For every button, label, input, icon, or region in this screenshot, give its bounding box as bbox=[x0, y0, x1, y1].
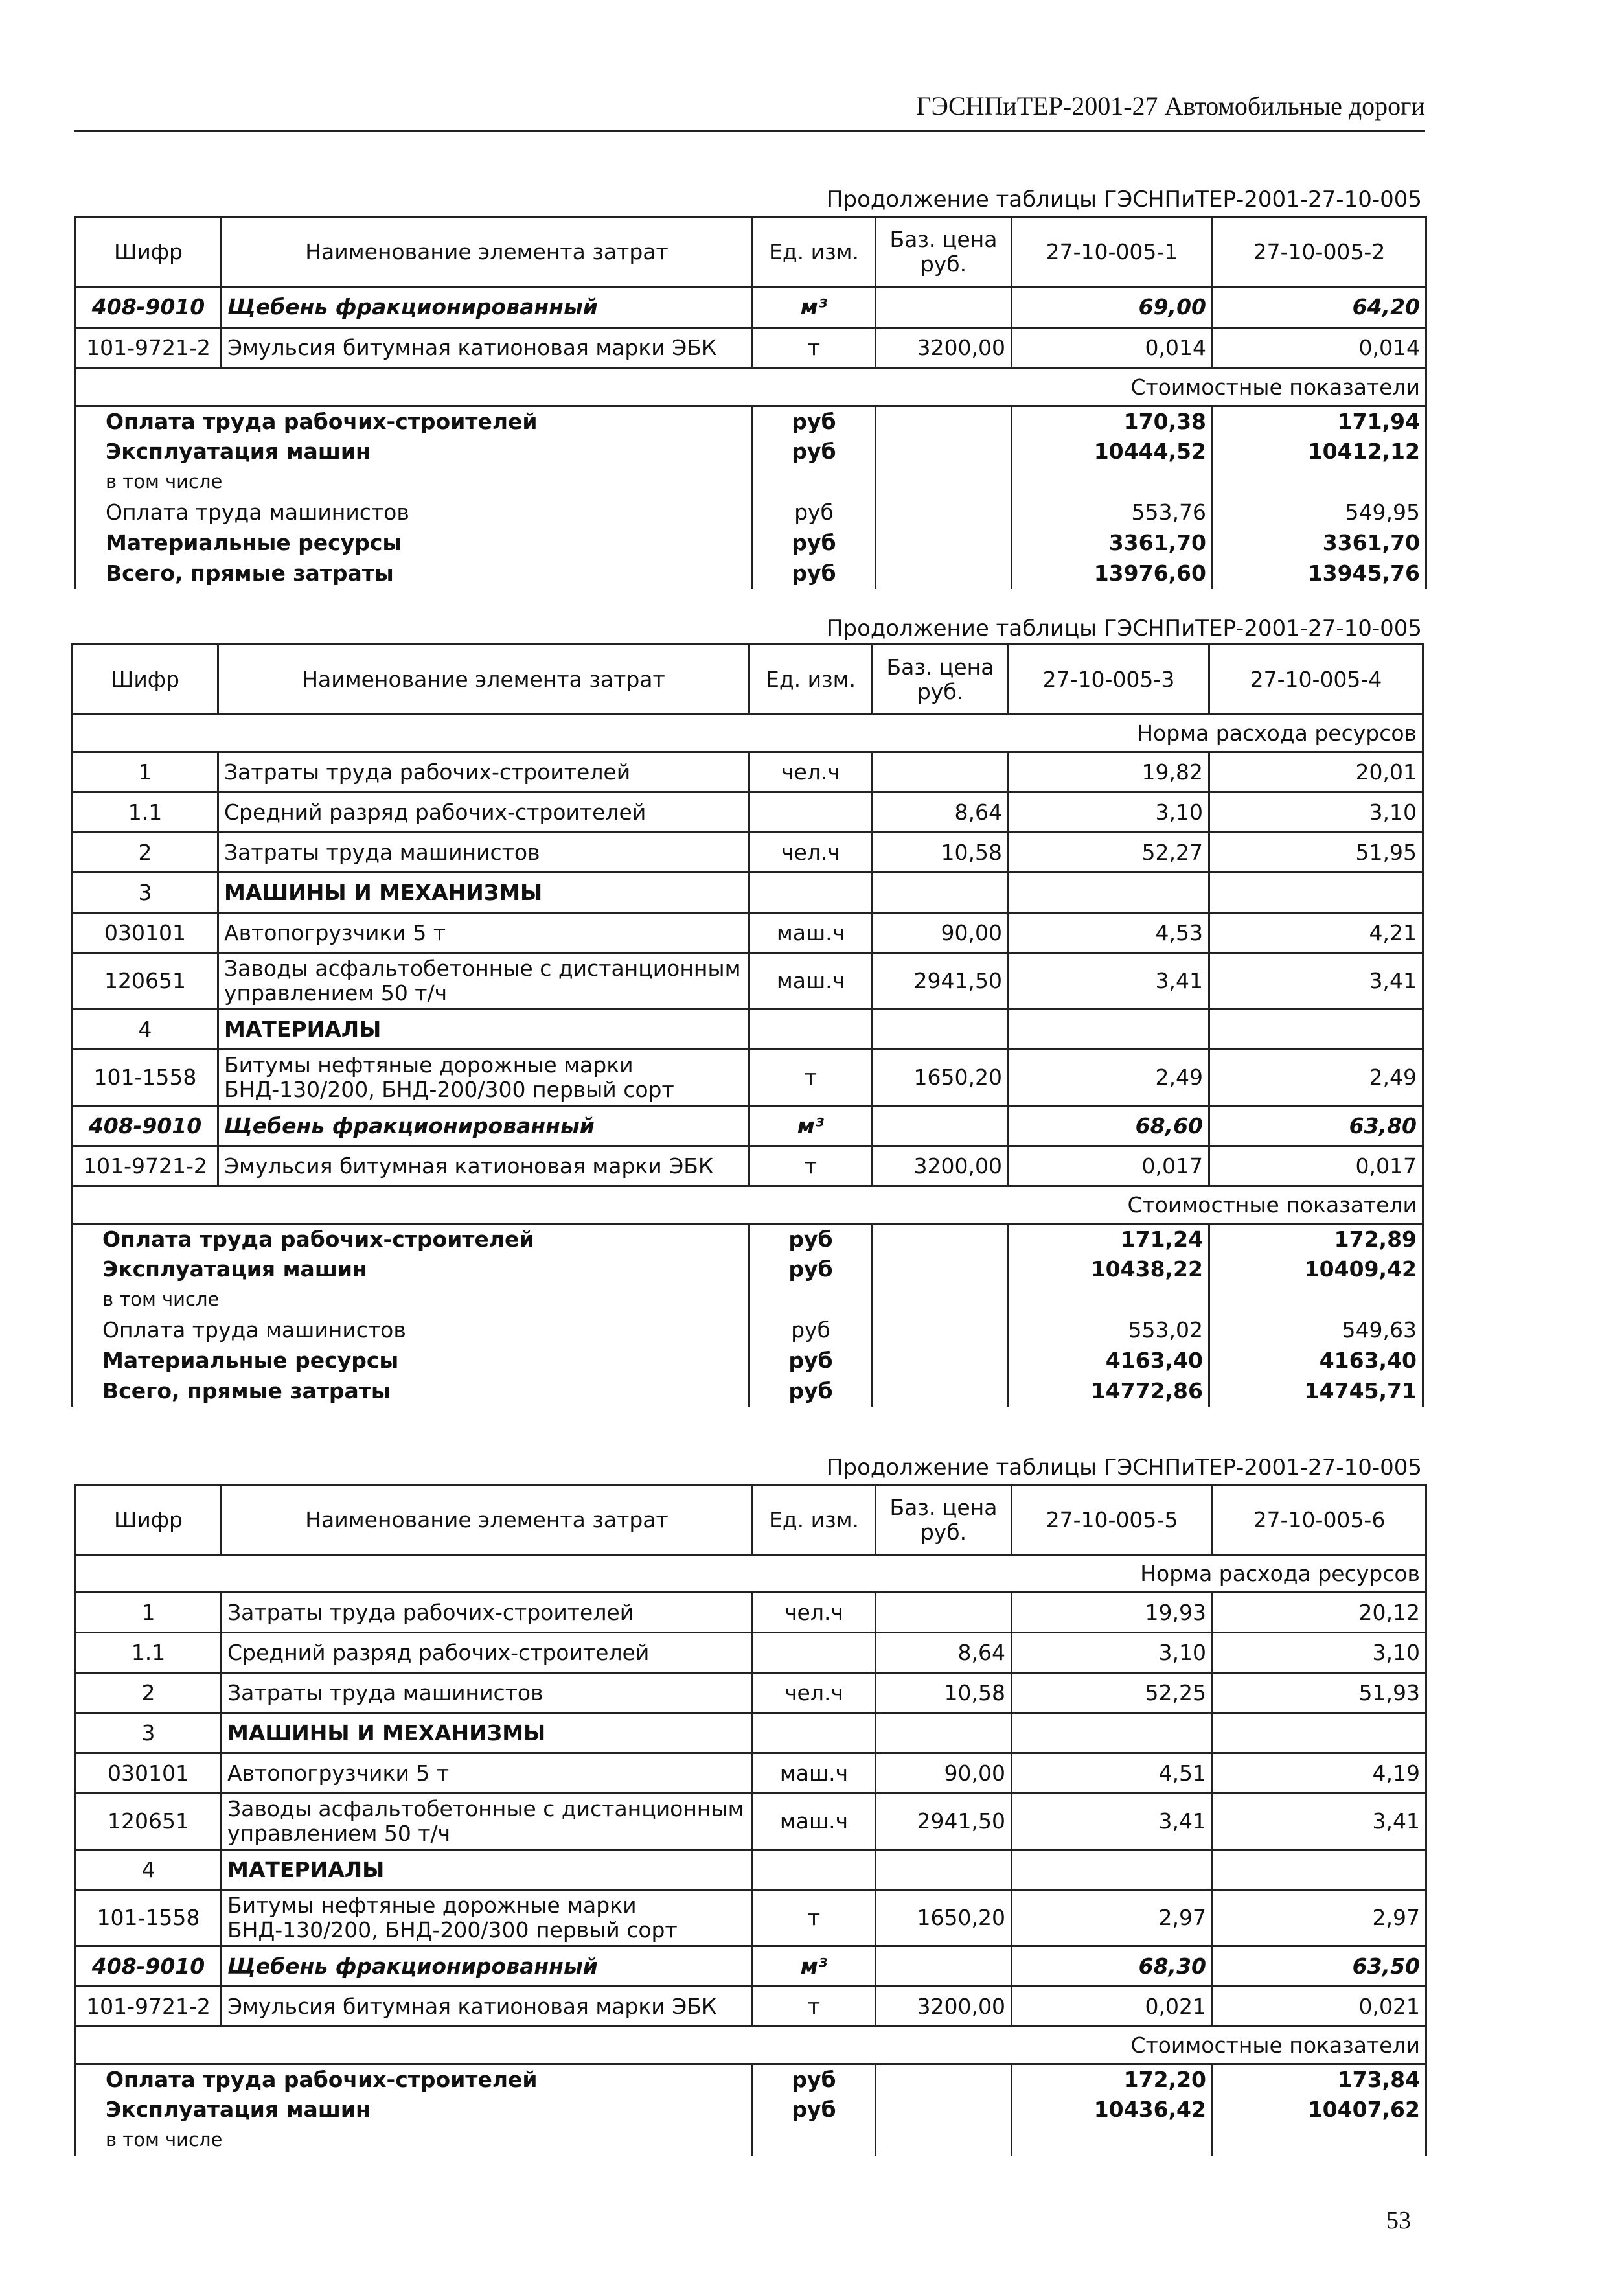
summary-row bbox=[76, 406, 1426, 437]
row-unit: маш.ч bbox=[749, 913, 873, 953]
row-value-a: 3,10 bbox=[1012, 1633, 1213, 1673]
summary-value-a bbox=[1012, 2125, 1213, 2156]
row-unit: т bbox=[753, 1987, 876, 2027]
row-code: 2 bbox=[73, 833, 218, 873]
row-price: 1650,20 bbox=[873, 1050, 1009, 1106]
summary-value-a: 3361,70 bbox=[1012, 528, 1213, 559]
summary-price bbox=[876, 528, 1012, 559]
summary-name: Эксплуатация машин bbox=[76, 2095, 753, 2125]
col-b-header: 27-10-005-2 bbox=[1213, 217, 1426, 287]
row-value-b: 4,21 bbox=[1209, 913, 1423, 953]
row-value-b bbox=[1209, 873, 1423, 913]
row-price: 90,00 bbox=[876, 1753, 1012, 1794]
table-row bbox=[76, 1890, 1426, 1946]
row-name: МАШИНЫ И МЕХАНИЗМЫ bbox=[222, 1713, 753, 1753]
row-value-a: 69,00 bbox=[1012, 287, 1213, 328]
row-unit bbox=[753, 1633, 876, 1673]
summary-price bbox=[876, 2125, 1012, 2156]
row-unit bbox=[749, 792, 873, 833]
summary-price bbox=[876, 559, 1012, 589]
table-row bbox=[73, 873, 1423, 913]
table-row bbox=[73, 833, 1423, 873]
summary-value-a: 553,02 bbox=[1009, 1315, 1209, 1346]
row-value-b: 20,01 bbox=[1209, 752, 1423, 792]
summary-value-b: 171,94 bbox=[1213, 406, 1426, 437]
col-code-header: Шифр bbox=[73, 645, 218, 715]
table-2-caption: Продолжение таблицы ГЭСНПиТЕР-2001-27-10-005 bbox=[826, 616, 1422, 641]
table-row bbox=[73, 1106, 1423, 1146]
summary-unit bbox=[753, 467, 876, 498]
row-price bbox=[873, 752, 1009, 792]
section-label: Норма расхода ресурсов bbox=[76, 1555, 1426, 1593]
table-row bbox=[73, 1009, 1423, 1050]
summary-row bbox=[76, 528, 1426, 559]
summary-unit: руб bbox=[749, 1376, 873, 1407]
row-name: Щебень фракционированный bbox=[222, 287, 753, 328]
row-code: 408-9010 bbox=[76, 1946, 222, 1987]
table-row bbox=[76, 1593, 1426, 1633]
row-name: Битумы нефтяные дорожные марки БНД-130/200, БНД-200/300 первый сорт bbox=[218, 1050, 749, 1106]
row-value-b: 2,49 bbox=[1209, 1050, 1423, 1106]
summary-price bbox=[873, 1315, 1009, 1346]
summary-name: Оплата труда рабочих-строителей bbox=[76, 406, 753, 437]
summary-unit: руб bbox=[753, 2064, 876, 2095]
row-code: 101-9721-2 bbox=[73, 1146, 218, 1186]
summary-unit: руб bbox=[753, 437, 876, 467]
col-unit-header: Ед. изм. bbox=[753, 1485, 876, 1555]
row-value-a: 3,10 bbox=[1009, 792, 1209, 833]
row-value-a: 0,014 bbox=[1012, 328, 1213, 369]
row-name: МАТЕРИАЛЫ bbox=[218, 1009, 749, 1050]
section-row bbox=[76, 369, 1426, 406]
row-code: 030101 bbox=[76, 1753, 222, 1794]
section-label: Стоимостные показатели bbox=[76, 2027, 1426, 2064]
row-value-b: 3,10 bbox=[1209, 792, 1423, 833]
row-price: 10,58 bbox=[876, 1673, 1012, 1713]
row-value-b: 63,50 bbox=[1213, 1946, 1426, 1987]
norm-table-1 bbox=[74, 216, 1427, 589]
section-row bbox=[76, 1555, 1426, 1593]
summary-name: Всего, прямые затраты bbox=[73, 1376, 749, 1407]
row-value-b: 4,19 bbox=[1213, 1753, 1426, 1794]
row-name: МАТЕРИАЛЫ bbox=[222, 1850, 753, 1890]
row-value-b: 64,20 bbox=[1213, 287, 1426, 328]
row-value-b: 3,41 bbox=[1213, 1794, 1426, 1850]
row-unit bbox=[753, 1850, 876, 1890]
row-value-b: 0,021 bbox=[1213, 1987, 1426, 2027]
summary-name: Оплата труда рабочих-строителей bbox=[76, 2064, 753, 2095]
row-price bbox=[876, 1850, 1012, 1890]
row-unit: т bbox=[753, 1890, 876, 1946]
summary-row bbox=[76, 2095, 1426, 2125]
row-price: 1650,20 bbox=[876, 1890, 1012, 1946]
summary-value-a: 10438,22 bbox=[1009, 1254, 1209, 1285]
row-code: 120651 bbox=[76, 1794, 222, 1850]
row-code: 030101 bbox=[73, 913, 218, 953]
summary-unit: руб bbox=[753, 528, 876, 559]
row-name: Эмульсия битумная катионовая марки ЭБК bbox=[222, 328, 753, 369]
header-row bbox=[76, 1485, 1426, 1555]
section-row bbox=[73, 1186, 1423, 1224]
summary-name: Оплата труда машинистов bbox=[73, 1315, 749, 1346]
summary-row bbox=[73, 1346, 1423, 1376]
row-value-a bbox=[1012, 1713, 1213, 1753]
row-value-a: 0,021 bbox=[1012, 1987, 1213, 2027]
row-code: 101-1558 bbox=[76, 1890, 222, 1946]
row-unit: т bbox=[749, 1146, 873, 1186]
row-unit: м³ bbox=[753, 1946, 876, 1987]
summary-value-b: 10409,42 bbox=[1209, 1254, 1423, 1285]
row-value-a: 4,51 bbox=[1012, 1753, 1213, 1794]
summary-value-a: 171,24 bbox=[1009, 1224, 1209, 1254]
summary-value-a bbox=[1009, 1285, 1209, 1315]
row-code: 1.1 bbox=[76, 1633, 222, 1673]
summary-name: Материальные ресурсы bbox=[73, 1346, 749, 1376]
summary-unit bbox=[753, 2125, 876, 2156]
summary-value-a: 14772,86 bbox=[1009, 1376, 1209, 1407]
summary-price bbox=[876, 467, 1012, 498]
summary-value-b: 14745,71 bbox=[1209, 1376, 1423, 1407]
summary-name: Оплата труда машинистов bbox=[76, 498, 753, 528]
row-value-b: 51,93 bbox=[1213, 1673, 1426, 1713]
row-unit bbox=[749, 873, 873, 913]
row-unit: чел.ч bbox=[753, 1593, 876, 1633]
row-code: 101-9721-2 bbox=[76, 328, 222, 369]
row-unit: м³ bbox=[753, 287, 876, 328]
row-price: 3200,00 bbox=[876, 328, 1012, 369]
row-unit: м³ bbox=[749, 1106, 873, 1146]
row-price bbox=[873, 1106, 1009, 1146]
summary-name: Материальные ресурсы bbox=[76, 528, 753, 559]
col-code-header: Шифр bbox=[76, 1485, 222, 1555]
row-code: 3 bbox=[76, 1713, 222, 1753]
section-label: Стоимостные показатели bbox=[73, 1186, 1423, 1224]
summary-value-b bbox=[1213, 2125, 1426, 2156]
row-name: Средний разряд рабочих-строителей bbox=[222, 1633, 753, 1673]
summary-value-a: 4163,40 bbox=[1009, 1346, 1209, 1376]
row-value-b: 0,017 bbox=[1209, 1146, 1423, 1186]
header-row bbox=[73, 645, 1423, 715]
row-name: Битумы нефтяные дорожные марки БНД-130/200, БНД-200/300 первый сорт bbox=[222, 1890, 753, 1946]
row-value-b: 0,014 bbox=[1213, 328, 1426, 369]
row-value-a: 68,60 bbox=[1009, 1106, 1209, 1146]
row-value-a: 52,27 bbox=[1009, 833, 1209, 873]
row-code: 101-1558 bbox=[73, 1050, 218, 1106]
row-price: 8,64 bbox=[876, 1633, 1012, 1673]
row-name: Средний разряд рабочих-строителей bbox=[218, 792, 749, 833]
row-code: 408-9010 bbox=[73, 1106, 218, 1146]
summary-value-a: 13976,60 bbox=[1012, 559, 1213, 589]
section-row bbox=[73, 715, 1423, 752]
row-price: 8,64 bbox=[873, 792, 1009, 833]
section-row bbox=[76, 2027, 1426, 2064]
table-1-caption: Продолжение таблицы ГЭСНПиТЕР-2001-27-10-005 bbox=[826, 187, 1422, 213]
row-price: 2941,50 bbox=[873, 953, 1009, 1009]
summary-price bbox=[873, 1376, 1009, 1407]
row-value-a bbox=[1009, 873, 1209, 913]
row-price: 90,00 bbox=[873, 913, 1009, 953]
row-value-a: 4,53 bbox=[1009, 913, 1209, 953]
summary-row bbox=[73, 1315, 1423, 1346]
col-unit-header: Ед. изм. bbox=[753, 217, 876, 287]
row-unit: т bbox=[753, 328, 876, 369]
row-value-a: 0,017 bbox=[1009, 1146, 1209, 1186]
row-price bbox=[873, 1009, 1009, 1050]
summary-price bbox=[873, 1224, 1009, 1254]
row-code: 3 bbox=[73, 873, 218, 913]
summary-value-b: 10407,62 bbox=[1213, 2095, 1426, 2125]
summary-value-b: 173,84 bbox=[1213, 2064, 1426, 2095]
row-value-a bbox=[1012, 1850, 1213, 1890]
col-price-header: Баз. цена руб. bbox=[876, 1485, 1012, 1555]
summary-unit: руб bbox=[749, 1224, 873, 1254]
summary-name: Всего, прямые затраты bbox=[76, 559, 753, 589]
row-value-b bbox=[1213, 1850, 1426, 1890]
col-a-header: 27-10-005-3 bbox=[1009, 645, 1209, 715]
row-code: 1.1 bbox=[73, 792, 218, 833]
table-row bbox=[73, 752, 1423, 792]
row-name: Затраты труда машинистов bbox=[218, 833, 749, 873]
header-title: ГЭСНПиТЕР-2001-27 Автомобильные дороги bbox=[916, 91, 1425, 121]
summary-price bbox=[876, 437, 1012, 467]
summary-price bbox=[876, 2064, 1012, 2095]
col-a-header: 27-10-005-1 bbox=[1012, 217, 1213, 287]
table-row bbox=[73, 1146, 1423, 1186]
table-3-caption: Продолжение таблицы ГЭСНПиТЕР-2001-27-10-005 bbox=[826, 1455, 1422, 1481]
col-name-header: Наименование элемента затрат bbox=[222, 217, 753, 287]
row-price: 10,58 bbox=[873, 833, 1009, 873]
row-code: 1 bbox=[73, 752, 218, 792]
summary-row bbox=[73, 1224, 1423, 1254]
summary-value-b: 549,95 bbox=[1213, 498, 1426, 528]
row-code: 1 bbox=[76, 1593, 222, 1633]
table-row bbox=[76, 1633, 1426, 1673]
row-name: МАШИНЫ И МЕХАНИЗМЫ bbox=[218, 873, 749, 913]
row-value-a: 68,30 bbox=[1012, 1946, 1213, 1987]
row-code: 120651 bbox=[73, 953, 218, 1009]
norm-table-3 bbox=[74, 1484, 1427, 2156]
table-row bbox=[76, 328, 1426, 369]
summary-row bbox=[76, 2125, 1426, 2156]
row-name: Заводы асфальтобетонные с дистанционным управлением 50 т/ч bbox=[222, 1794, 753, 1850]
col-price-header: Баз. цена руб. bbox=[873, 645, 1009, 715]
summary-row bbox=[73, 1285, 1423, 1315]
col-a-header: 27-10-005-5 bbox=[1012, 1485, 1213, 1555]
summary-name: Оплата труда рабочих-строителей bbox=[73, 1224, 749, 1254]
summary-unit: руб bbox=[753, 2095, 876, 2125]
row-price bbox=[876, 1713, 1012, 1753]
summary-unit bbox=[749, 1285, 873, 1315]
table-row bbox=[76, 1673, 1426, 1713]
col-code-header: Шифр bbox=[76, 217, 222, 287]
summary-name: в том числе bbox=[73, 1285, 749, 1315]
row-unit: маш.ч bbox=[749, 953, 873, 1009]
col-b-header: 27-10-005-4 bbox=[1209, 645, 1423, 715]
row-name: Эмульсия битумная катионовая марки ЭБК bbox=[218, 1146, 749, 1186]
row-unit bbox=[753, 1713, 876, 1753]
summary-row bbox=[73, 1254, 1423, 1285]
summary-value-a: 170,38 bbox=[1012, 406, 1213, 437]
summary-row bbox=[76, 467, 1426, 498]
row-code: 101-9721-2 bbox=[76, 1987, 222, 2027]
row-name: Автопогрузчики 5 т bbox=[218, 913, 749, 953]
col-name-header: Наименование элемента затрат bbox=[222, 1485, 753, 1555]
summary-value-b: 3361,70 bbox=[1213, 528, 1426, 559]
summary-price bbox=[876, 406, 1012, 437]
row-price: 3200,00 bbox=[876, 1987, 1012, 2027]
row-code: 2 bbox=[76, 1673, 222, 1713]
table-row bbox=[73, 953, 1423, 1009]
summary-price bbox=[873, 1254, 1009, 1285]
summary-price bbox=[873, 1346, 1009, 1376]
row-value-b: 20,12 bbox=[1213, 1593, 1426, 1633]
summary-row bbox=[73, 1376, 1423, 1407]
row-unit: т bbox=[749, 1050, 873, 1106]
summary-price bbox=[873, 1285, 1009, 1315]
row-name: Затраты труда рабочих-строителей bbox=[218, 752, 749, 792]
row-name: Затраты труда рабочих-строителей bbox=[222, 1593, 753, 1633]
row-value-a bbox=[1009, 1009, 1209, 1050]
summary-value-a bbox=[1012, 467, 1213, 498]
summary-name: Эксплуатация машин bbox=[76, 437, 753, 467]
summary-row bbox=[76, 2064, 1426, 2095]
row-unit: маш.ч bbox=[753, 1794, 876, 1850]
summary-unit: руб bbox=[749, 1315, 873, 1346]
table-row bbox=[76, 1753, 1426, 1794]
row-code: 408-9010 bbox=[76, 287, 222, 328]
header-row bbox=[76, 217, 1426, 287]
col-b-header: 27-10-005-6 bbox=[1213, 1485, 1426, 1555]
summary-value-a: 553,76 bbox=[1012, 498, 1213, 528]
summary-price bbox=[876, 498, 1012, 528]
row-code: 4 bbox=[76, 1850, 222, 1890]
section-label: Стоимостные показатели bbox=[76, 369, 1426, 406]
row-price bbox=[876, 287, 1012, 328]
row-value-b: 63,80 bbox=[1209, 1106, 1423, 1146]
summary-value-a: 172,20 bbox=[1012, 2064, 1213, 2095]
summary-name: в том числе bbox=[76, 2125, 753, 2156]
summary-value-b bbox=[1213, 467, 1426, 498]
row-price: 2941,50 bbox=[876, 1794, 1012, 1850]
table-row bbox=[73, 792, 1423, 833]
row-price: 3200,00 bbox=[873, 1146, 1009, 1186]
summary-value-a: 10444,52 bbox=[1012, 437, 1213, 467]
row-name: Затраты труда машинистов bbox=[222, 1673, 753, 1713]
summary-row bbox=[76, 559, 1426, 589]
table-row bbox=[73, 913, 1423, 953]
row-code: 4 bbox=[73, 1009, 218, 1050]
row-unit: маш.ч bbox=[753, 1753, 876, 1794]
table-row bbox=[76, 1987, 1426, 2027]
row-unit: чел.ч bbox=[753, 1673, 876, 1713]
summary-name: в том числе bbox=[76, 467, 753, 498]
table-row bbox=[76, 1850, 1426, 1890]
row-value-a: 2,49 bbox=[1009, 1050, 1209, 1106]
row-name: Щебень фракционированный bbox=[218, 1106, 749, 1146]
table-row bbox=[73, 1050, 1423, 1106]
summary-name: Эксплуатация машин bbox=[73, 1254, 749, 1285]
row-value-b: 3,10 bbox=[1213, 1633, 1426, 1673]
row-value-b: 2,97 bbox=[1213, 1890, 1426, 1946]
summary-value-b: 549,63 bbox=[1209, 1315, 1423, 1346]
col-unit-header: Ед. изм. bbox=[749, 645, 873, 715]
summary-value-b: 4163,40 bbox=[1209, 1346, 1423, 1376]
row-price bbox=[876, 1593, 1012, 1633]
summary-unit: руб bbox=[753, 498, 876, 528]
row-name: Эмульсия битумная катионовая марки ЭБК bbox=[222, 1987, 753, 2027]
row-value-b bbox=[1213, 1713, 1426, 1753]
table-row bbox=[76, 287, 1426, 328]
row-unit: чел.ч bbox=[749, 833, 873, 873]
row-value-a: 19,93 bbox=[1012, 1593, 1213, 1633]
col-price-header: Баз. цена руб. bbox=[876, 217, 1012, 287]
page-number: 53 bbox=[1386, 2207, 1411, 2234]
summary-price bbox=[876, 2095, 1012, 2125]
row-unit bbox=[749, 1009, 873, 1050]
table-row bbox=[76, 1713, 1426, 1753]
summary-row bbox=[76, 498, 1426, 528]
summary-unit: руб bbox=[753, 559, 876, 589]
summary-unit: руб bbox=[753, 406, 876, 437]
row-price bbox=[873, 873, 1009, 913]
summary-unit: руб bbox=[749, 1254, 873, 1285]
table-row bbox=[76, 1946, 1426, 1987]
row-value-a: 2,97 bbox=[1012, 1890, 1213, 1946]
summary-value-b: 13945,76 bbox=[1213, 559, 1426, 589]
row-value-a: 3,41 bbox=[1012, 1794, 1213, 1850]
summary-unit: руб bbox=[749, 1346, 873, 1376]
row-unit: чел.ч bbox=[749, 752, 873, 792]
row-value-a: 3,41 bbox=[1009, 953, 1209, 1009]
page-header bbox=[74, 91, 1425, 132]
col-name-header: Наименование элемента затрат bbox=[218, 645, 749, 715]
row-value-a: 52,25 bbox=[1012, 1673, 1213, 1713]
summary-value-b: 172,89 bbox=[1209, 1224, 1423, 1254]
section-label: Норма расхода ресурсов bbox=[73, 715, 1423, 752]
norm-table-2 bbox=[71, 643, 1424, 1407]
summary-value-b: 10412,12 bbox=[1213, 437, 1426, 467]
row-value-b: 3,41 bbox=[1209, 953, 1423, 1009]
row-price bbox=[876, 1946, 1012, 1987]
summary-row bbox=[76, 437, 1426, 467]
row-value-b: 51,95 bbox=[1209, 833, 1423, 873]
row-name: Заводы асфальтобетонные с дистанционным управлением 50 т/ч bbox=[218, 953, 749, 1009]
row-value-b bbox=[1209, 1009, 1423, 1050]
row-name: Автопогрузчики 5 т bbox=[222, 1753, 753, 1794]
summary-value-a: 10436,42 bbox=[1012, 2095, 1213, 2125]
table-row bbox=[76, 1794, 1426, 1850]
summary-value-b bbox=[1209, 1285, 1423, 1315]
row-name: Щебень фракционированный bbox=[222, 1946, 753, 1987]
row-value-a: 19,82 bbox=[1009, 752, 1209, 792]
